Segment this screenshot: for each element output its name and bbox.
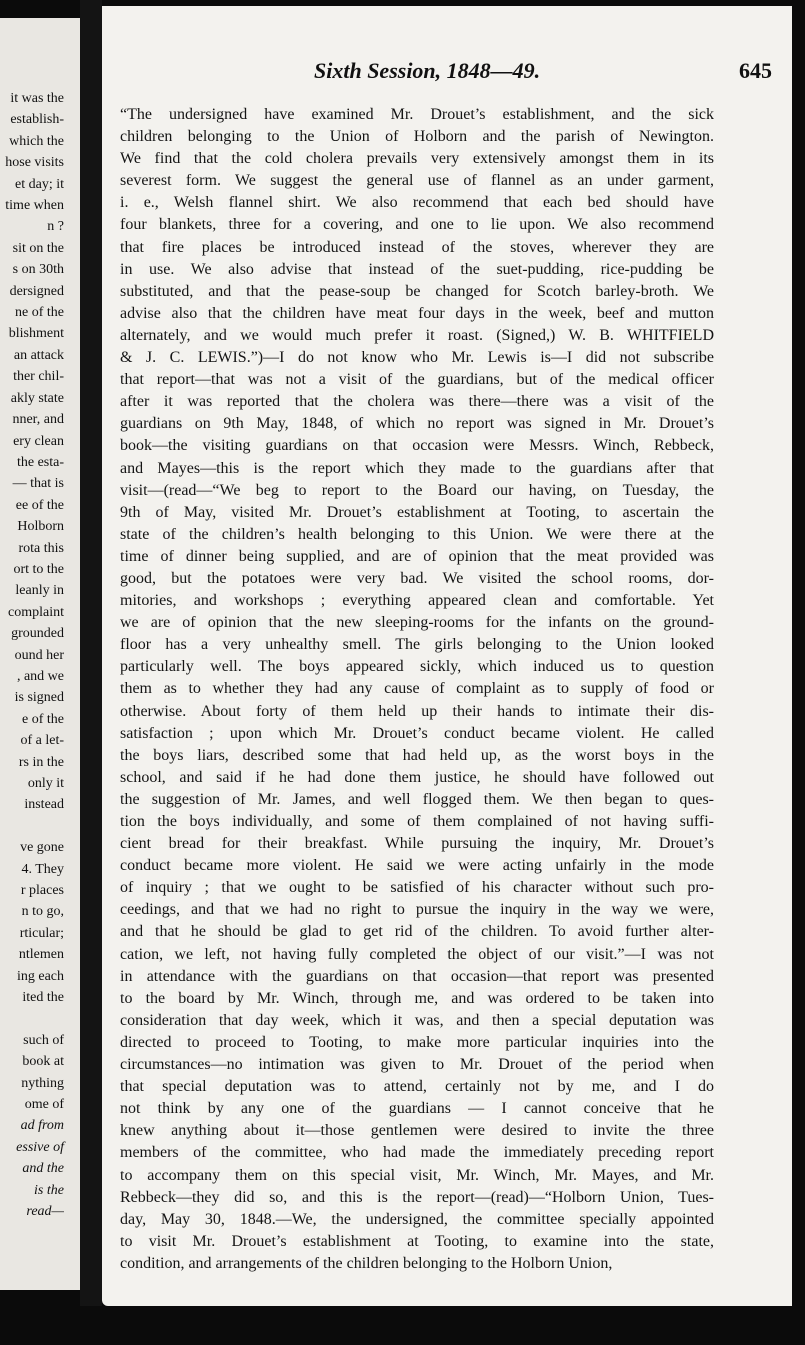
- book-gutter: [80, 0, 102, 1345]
- body-text-line: conduct became more violent. He said we were acting unfairly in the mode: [120, 857, 714, 875]
- left-page-line: hose visits: [5, 155, 64, 171]
- left-page-line: ther chil-: [13, 369, 64, 385]
- left-page-line: only it: [27, 776, 64, 791]
- body-text-line: that special deputation was to attend, certainly not by me, and I do: [120, 1078, 714, 1096]
- left-page-line: et day; it: [15, 176, 64, 192]
- page-number: 645: [739, 58, 772, 83]
- body-text-line: satisfaction ; upon which Mr. Drouet’s conduct became violent. He called: [120, 724, 714, 742]
- body-text-line: advise also that the children have meat four days in the week, beef and mutton: [120, 304, 714, 322]
- body-text: [120, 104, 714, 1275]
- left-page-line: , and we: [16, 668, 64, 684]
- body-text-line: severest form. We suggest the general use of flannel as an under garment,: [120, 172, 714, 190]
- body-text-line: Rebbeck—they did so, and this is the report—(read)—“Holborn Union, Tues-: [120, 1188, 714, 1206]
- body-text-line: state of the children’s health belonging to this Union. We were there at the: [120, 525, 714, 543]
- body-text-line: floor has a very unhealthy smell. The girls belonging to the Union looked: [120, 636, 714, 654]
- left-page-line: 4. They: [21, 861, 64, 877]
- body-text-line: the boys liars, described some that had held up, as the worst boys in the: [120, 746, 714, 764]
- left-page-line: akly state: [10, 390, 64, 406]
- left-page-line: instead: [24, 797, 64, 813]
- body-text-line: knew anything about it—those gentlemen were desired to invite the three: [120, 1122, 714, 1140]
- left-page-line: ited the: [22, 990, 64, 1006]
- right-page: [102, 6, 792, 1306]
- body-text-line: that report—that was not a visit of the guardians, but of the medical officer: [120, 371, 714, 389]
- body-text-line: condition, and arrangements of the children belonging to the Holborn Union,: [120, 1254, 613, 1272]
- left-page-line: time when: [5, 198, 64, 214]
- body-text-line: school, and said if he had done them justice, he should have followed out: [120, 768, 714, 786]
- page-header: [102, 58, 792, 84]
- left-page-line: r places: [20, 883, 64, 899]
- left-page-line: ome of: [24, 1097, 64, 1113]
- body-text-line: to accompany them on this special visit, Mr. Winch, Mr. Mayes, and Mr.: [120, 1166, 714, 1184]
- left-page-line: it was the: [10, 91, 64, 106]
- left-page-line: — that is: [12, 476, 64, 492]
- body-text-line: ceedings, and that we had no right to pursue the inquiry in the way we were,: [120, 901, 714, 919]
- left-page-line: ne of the: [15, 305, 64, 321]
- left-page-line: of a let-: [20, 733, 64, 749]
- left-page-line: ntlemen: [18, 947, 64, 963]
- body-text-line: cient bread for their breakfast. While pursuing the inquiry, Mr. Drouet’s: [120, 835, 714, 853]
- body-text-line: that fire places be introduced instead of the stoves, wherever they are: [120, 238, 714, 256]
- body-text-line: & J. C. LEWIS.”)—I do not know who Mr. Lewis is—I did not subscribe: [120, 349, 714, 367]
- left-page-line: and the: [22, 1161, 64, 1177]
- body-text-line: after it was reported that the cholera was there—there was a visit of the: [120, 393, 714, 411]
- body-text-line: “The undersigned have examined Mr. Drouet’s establishment, and the sick: [120, 106, 714, 123]
- left-page-line: is the: [34, 1182, 64, 1198]
- body-text-line: substituted, and that the pease-soup be changed for Scotch barley-broth. We: [120, 282, 714, 300]
- left-page-line: complaint: [8, 604, 64, 620]
- body-text-line: directed to proceed to Tooting, to make more particular inquiries into the: [120, 1033, 714, 1051]
- left-page-line: ad from: [20, 1118, 64, 1134]
- body-text-line: good, but the potatoes were very bad. We visited the school rooms, dor-: [120, 569, 714, 587]
- body-text-line: time of dinner being supplied, and are of opinion that the meat provided was: [120, 547, 714, 565]
- left-facing-page: [0, 18, 80, 1290]
- left-page-line: s on 30th: [12, 262, 64, 278]
- left-page-line: sit on the: [12, 240, 64, 256]
- left-page-line: book at: [22, 1054, 64, 1070]
- left-page-line: establish-: [10, 112, 64, 128]
- left-page-line: [0, 816, 80, 837]
- body-text-line: particularly well. The boys appeared sickly, which induced us to question: [120, 658, 714, 676]
- body-text-line: four blankets, three for a covering, and one to lie upon. We also recommend: [120, 216, 714, 234]
- left-page-line: rs in the: [18, 754, 64, 770]
- left-page-line: ve gone: [20, 840, 64, 856]
- body-text-line: visit—(read—“We beg to report to the Board our having, on Tuesday, the: [120, 481, 714, 499]
- left-page-line: leanly in: [15, 583, 64, 599]
- body-text-line: 9th of May, visited Mr. Drouet’s establishment at Tooting, to ascertain the: [120, 503, 714, 521]
- left-page-line: ort to the: [13, 561, 64, 577]
- body-text-line: of inquiry ; that we ought to be satisfied of his character without such pro-: [120, 879, 714, 897]
- left-page-line: essive of: [16, 1139, 64, 1155]
- left-page-line: the esta-: [16, 454, 64, 470]
- left-page-line: grounded: [11, 626, 64, 642]
- scan-border-bottom: [0, 1306, 805, 1345]
- body-text-line: in use. We also advise that instead of the suet-pudding, rice-pudding be: [120, 260, 714, 278]
- left-page-line: ee of the: [15, 497, 64, 513]
- left-page-line: ound her: [14, 647, 64, 663]
- left-page-line: is signed: [14, 690, 64, 706]
- body-text-line: and that he should be glad to get rid of the children. To avoid further alter-: [120, 923, 714, 941]
- body-text-line: guardians on 9th May, 1848, of which no report was signed in Mr. Drouet’s: [120, 415, 714, 433]
- left-page-line: rticular;: [19, 925, 64, 941]
- body-text-line: day, May 30, 1848.—We, the undersigned, the committee specially appointed: [120, 1210, 714, 1228]
- left-page-line: nything: [21, 1075, 64, 1091]
- left-page-line: ing each: [16, 968, 64, 984]
- body-text-line: consideration that day week, which it was, and then a special deputation was: [120, 1011, 714, 1029]
- body-text-line: to visit Mr. Drouet’s establishment at Tooting, to examine into the state,: [120, 1232, 714, 1250]
- left-page-line: rota this: [18, 540, 64, 556]
- body-text-line: them as to whether they had any cause of complaint as to supply of food or: [120, 680, 714, 698]
- body-text-line: the suggestion of Mr. James, and well flogged them. We then began to ques-: [120, 790, 714, 808]
- left-page-line: nner, and: [12, 412, 64, 428]
- body-text-line: alternately, and we would much prefer it roast. (Signed,) W. B. WHITFIELD: [120, 326, 714, 344]
- body-text-line: otherwise. About forty of them held up their hands to intimate their dis-: [120, 702, 714, 720]
- left-page-line: dersigned: [9, 283, 64, 299]
- body-text-line: and Mayes—this is the report which they made to the guardians after that: [120, 459, 714, 477]
- left-page-line: Holborn: [17, 519, 64, 535]
- left-page-line: which the: [9, 133, 64, 149]
- body-text-line: We find that the cold cholera prevails very extensively amongst them in its: [120, 150, 714, 168]
- left-page-line: an attack: [13, 347, 64, 363]
- left-page-line: n to go,: [21, 904, 64, 920]
- left-page-line: read—: [26, 1204, 64, 1220]
- body-text-line: i. e., Welsh flannel shirt. We also recommend that each bed should have: [120, 194, 714, 212]
- left-page-line: blishment: [8, 326, 64, 342]
- scan-border-right: [792, 0, 805, 1345]
- body-text-line: tion the boys individually, and some of them complained of not having suffi-: [120, 813, 714, 830]
- left-page-text: [0, 88, 80, 1223]
- running-head: Sixth Session, 1848—49.: [314, 58, 541, 83]
- left-page-line: n ?: [47, 219, 64, 235]
- body-text-line: not think by any one of the guardians — I cannot conceive that he: [120, 1100, 714, 1118]
- body-text-line: to the board by Mr. Winch, through me, and was ordered to be taken into: [120, 989, 714, 1007]
- body-text-line: circumstances—no intimation was given to Mr. Drouet of the period when: [120, 1056, 714, 1074]
- body-text-line: members of the committee, who had made the immediately preceding report: [120, 1144, 714, 1162]
- body-text-line: mitories, and workshops ; everything appeared clean and comfortable. Yet: [120, 592, 714, 610]
- body-text-line: we are of opinion that the new sleeping-rooms for the infants on the ground-: [120, 614, 714, 632]
- body-text-line: cation, we left, not having fully completed the object of our visit.”—I was not: [120, 945, 714, 963]
- body-text-line: book—the visiting guardians on that occasion were Messrs. Winch, Rebbeck,: [120, 437, 714, 455]
- left-page-line: ery clean: [13, 433, 64, 449]
- left-page-line: e of the: [22, 711, 64, 727]
- left-page-line: such of: [23, 1032, 64, 1048]
- body-text-line: children belonging to the Union of Holborn and the parish of Newington.: [120, 128, 714, 146]
- body-text-line: in attendance with the guardians on that occasion—that report was presented: [120, 967, 714, 985]
- left-page-line: [0, 1008, 80, 1029]
